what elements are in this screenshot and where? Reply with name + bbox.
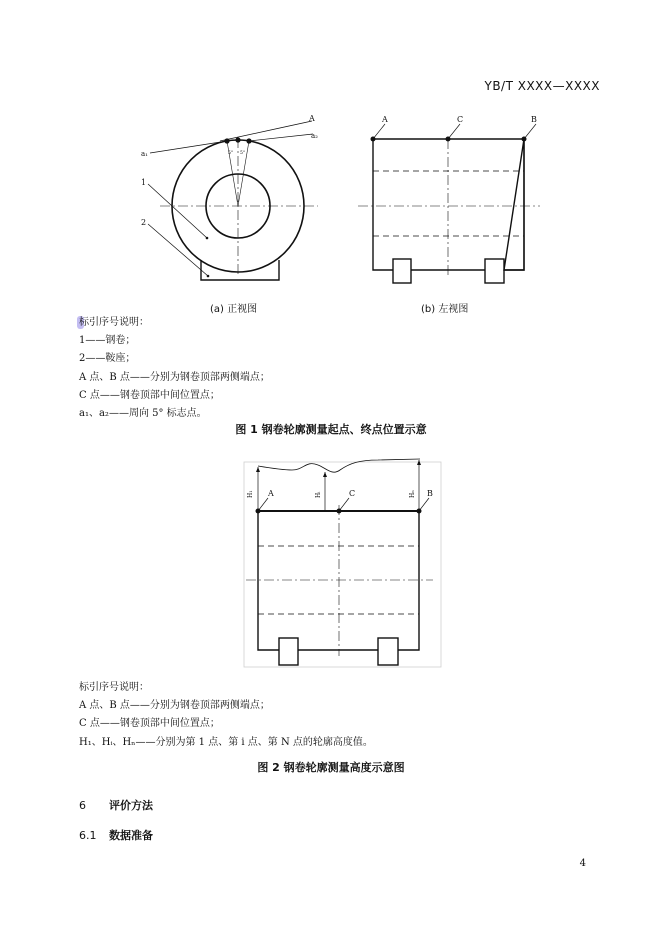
label-a2: a₂ bbox=[311, 132, 318, 140]
arrow-hi bbox=[323, 472, 327, 477]
label-h1: H₁ bbox=[247, 490, 254, 498]
point-b-fig2 bbox=[417, 509, 422, 514]
legend-item: 1——钢卷； bbox=[79, 335, 136, 347]
label-a1: a₁ bbox=[141, 150, 148, 158]
coil-body bbox=[258, 511, 419, 650]
page-number: 4 bbox=[579, 858, 586, 869]
left-view-label: (b) 左视图 bbox=[421, 304, 469, 315]
legend-item: C 点——钢卷顶部中间位置点； bbox=[79, 389, 220, 401]
label-1: 1 bbox=[141, 178, 147, 187]
arrow-h1 bbox=[256, 467, 260, 472]
legend-item: A 点、B 点——分别为钢卷顶部两侧端点； bbox=[79, 371, 270, 383]
section-title: 评价方法 bbox=[109, 799, 153, 812]
label-a-side: A bbox=[382, 115, 388, 124]
label-a-fig2: A bbox=[268, 489, 274, 498]
point-a-fig2 bbox=[256, 509, 261, 514]
label-c-fig2: C bbox=[349, 489, 356, 498]
figure1-caption: 图 1 钢卷轮廓测量起点、终点位置示意 bbox=[235, 423, 427, 436]
legend-item: A 点、B 点——分别为钢卷顶部两侧端点； bbox=[79, 700, 270, 712]
legend-title: 标引序号说明： bbox=[79, 682, 149, 693]
point-c-fig2 bbox=[337, 509, 342, 514]
section-heading bbox=[79, 797, 153, 813]
legend-item: H₁、Hᵢ、Hₙ——分别为第 1 点、第 i 点、第 N 点的轮廓高度值。 bbox=[79, 736, 373, 748]
angle-label-left: 5° bbox=[228, 151, 234, 156]
legend-item: 2——鞍座； bbox=[79, 353, 136, 365]
right-support-fig2 bbox=[378, 638, 398, 665]
legend-title: 标引序号说明： bbox=[79, 317, 149, 328]
profile-curve bbox=[258, 459, 420, 472]
front-view-label: (a) 正视图 bbox=[210, 304, 258, 315]
label-c-side: C bbox=[457, 115, 464, 124]
arrow-hn bbox=[417, 460, 421, 465]
legend-item: C 点——钢卷顶部中间位置点； bbox=[79, 718, 220, 730]
section-number: 6 bbox=[79, 799, 86, 812]
section-title: 数据准备 bbox=[109, 829, 153, 842]
document-code: YB/T XXXX—XXXX bbox=[484, 79, 600, 93]
label-b-fig2: B bbox=[427, 489, 433, 498]
legend-item: a₁、a₂——周向 5° 标志点。 bbox=[79, 408, 207, 420]
label-b-side: B bbox=[531, 115, 537, 124]
label-hn: Hₙ bbox=[409, 490, 416, 498]
label-hi: Hᵢ bbox=[315, 491, 322, 498]
section-number: 6.1 bbox=[79, 829, 97, 842]
figure2-caption: 图 2 钢卷轮廓测量高度示意图 bbox=[257, 761, 405, 774]
subsection-heading bbox=[79, 827, 153, 843]
label-2: 2 bbox=[141, 218, 147, 227]
figure2-legend bbox=[79, 679, 499, 752]
label-a-front: A bbox=[309, 114, 315, 123]
left-support-fig2 bbox=[279, 638, 298, 665]
angle-label-right: 5° bbox=[240, 151, 246, 156]
